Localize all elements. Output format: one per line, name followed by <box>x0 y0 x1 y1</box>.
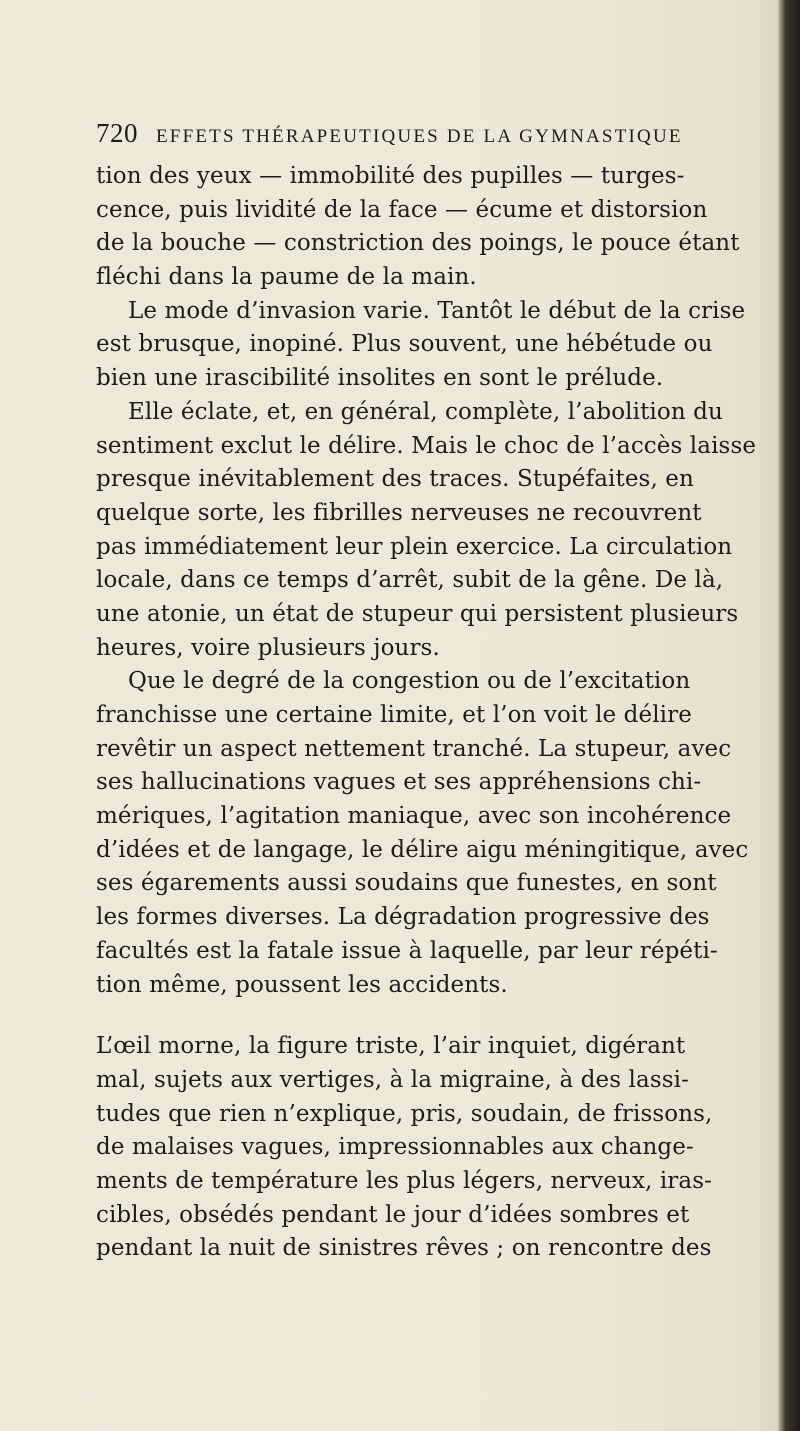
text-line: pendant la nuit de sinistres rêves ; on rencontre des <box>96 1235 712 1262</box>
text-line: franchisse une certaine limite, et l’on voit le délire <box>96 702 692 728</box>
text-line: ses hallucinations vagues et ses appréhensions chi- <box>96 769 702 796</box>
text-line: mériques, l’agitation maniaque, avec son incohérence <box>96 803 732 830</box>
text-line: d’idées et de langage, le délire aigu méningitique, avec <box>96 836 749 863</box>
text-line: une atonie, un état de stupeur qui persistent plusieurs <box>96 600 739 627</box>
text-line: tion même, poussent les accidents. <box>96 971 508 998</box>
text-line: sentiment exclut le délire. Mais le choc de l’accès laisse <box>96 432 757 459</box>
text-line: mal, sujets aux vertiges, à la migraine, à des lassi- <box>96 1066 689 1093</box>
page-binding-edge <box>778 0 800 1431</box>
text-line: Elle éclate, et, en général, complète, l’abolition du <box>128 398 723 425</box>
text-line: Le mode d’invasion varie. Tantôt le début de la crise <box>128 297 746 324</box>
text-line: est brusque, inopiné. Plus souvent, une hébétude ou <box>96 331 713 358</box>
text-line: locale, dans ce temps d’arrêt, subit de la gêne. De là, <box>96 567 724 594</box>
running-header <box>96 118 746 149</box>
text-line: ses égarements aussi soudains que funestes, en sont <box>96 870 717 897</box>
text-line: heures, voire plusieurs jours. <box>96 634 440 661</box>
text-line: tudes que rien n’explique, pris, soudain, de frissons, <box>96 1100 713 1127</box>
text-line: de malaises vagues, impressionnables aux change- <box>96 1134 694 1161</box>
text-line: L’œil morne, la figure triste, l’air inquiet, digérant <box>96 1033 686 1060</box>
text-line: fléchi dans la paume de la main. <box>96 264 477 291</box>
running-title: EFFETS THÉRAPEUTIQUES DE LA GYMNASTIQUE <box>156 126 683 147</box>
text-line: Que le degré de la congestion ou de l’excitation <box>128 668 691 695</box>
text-line: ments de température les plus légers, nerveux, iras- <box>96 1167 712 1194</box>
text-line: cibles, obsédés pendant le jour d’idées sombres et <box>96 1201 690 1228</box>
text-line: bien une irascibilité insolites en sont le prélude. <box>96 365 664 392</box>
body-text <box>96 160 756 1266</box>
text-line: de la bouche — constriction des poings, le pouce étant <box>96 230 740 257</box>
paragraph-gap <box>96 1002 756 1030</box>
page-number: 720 <box>96 118 138 148</box>
text-line: presque inévitablement des traces. Stupéfaites, en <box>96 466 694 493</box>
text-line: facultés est la fatale issue à laquelle, par leur répéti- <box>96 937 718 964</box>
text-line: quelque sorte, les fibrilles nerveuses ne recouvrent <box>96 499 702 526</box>
text-line: les formes diverses. La dégradation progressive des <box>96 904 710 931</box>
text-line: pas immédiatement leur plein exercice. La circulation <box>96 533 733 560</box>
text-line: tion des yeux — immobilité des pupilles — turges- <box>96 163 685 189</box>
text-line: cence, puis lividité de la face — écume et distorsion <box>96 196 708 223</box>
text-line: revêtir un aspect nettement tranché. La stupeur, avec <box>96 735 732 762</box>
